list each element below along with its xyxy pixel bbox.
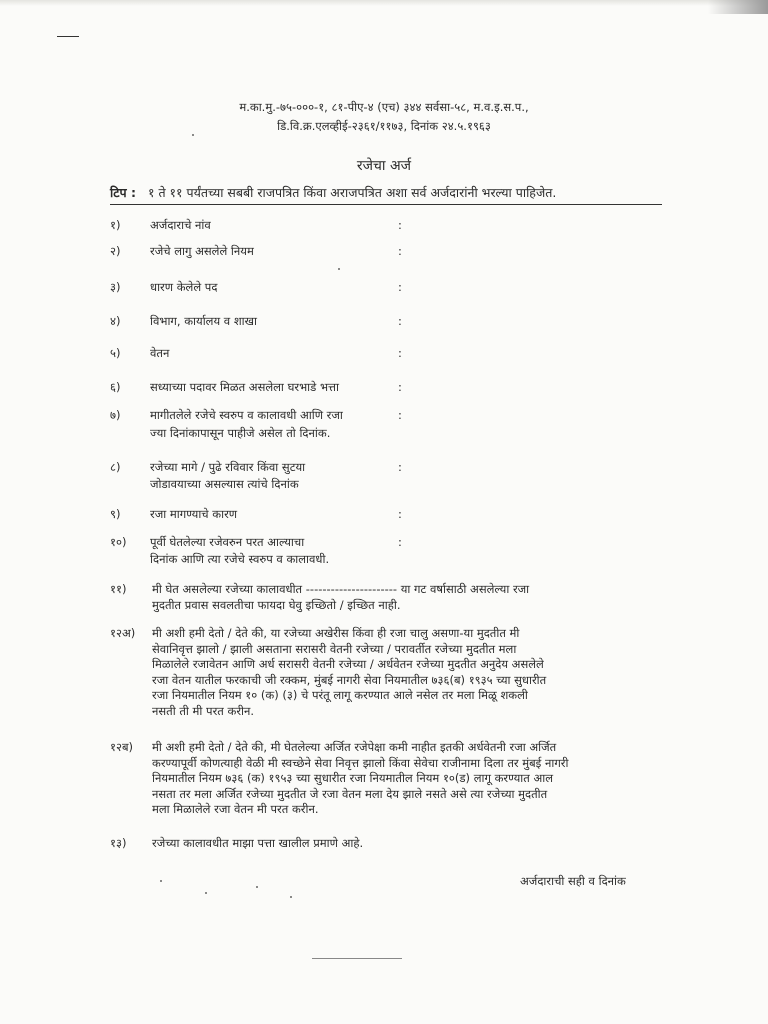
- field-label-line-2: जोडावयाच्या असल्यास त्यांचे दिनांक: [150, 477, 299, 491]
- clause-line: रजा नियमातील नियम १० (क) (३) चे परंतू लागू करण्यात आले नसेल तर मला मिळू शकली: [152, 688, 528, 702]
- clause-number: ११): [110, 582, 127, 596]
- reference-line-2: डि.वि.क्र.एलव्हीई-२३६१/११७३, दिनांक २४.५.१९६३: [277, 119, 491, 133]
- field-colon: :: [398, 346, 402, 360]
- field-number: ६): [110, 380, 121, 394]
- clause-line: मिळालेले रजावेतन आणि अर्ध सरासरी वेतनी रजेच्या / अर्धवेतन रजेच्या मुदतीत अनुदेय असलेले: [152, 657, 544, 671]
- scan-speck: [192, 134, 194, 136]
- clause-line: करण्यापूर्वी कोणत्याही वेळी मी स्वच्छेने सेवा निवृत्त झालो किंवा सेवेचा राजीनामा दिला तर मुंबई नागरी: [152, 755, 569, 770]
- applicant-signature-label: अर्जदाराची सही व दिनांक: [520, 874, 626, 888]
- clause-number: १२ब): [110, 740, 134, 754]
- field-label: सध्याच्या पदावर मिळत असलेला घरभाडे भत्ता: [150, 380, 339, 394]
- field-colon: :: [398, 460, 402, 474]
- field-colon: :: [398, 314, 402, 328]
- field-label: धारण केलेले पद: [150, 280, 218, 294]
- field-label: मागीतलेले रजेचे स्वरुप व कालावधी आणि रजा: [150, 408, 343, 422]
- field-label-line-2: ज्या दिनांकापासून पाहीजे असेल तो दिनांक.: [150, 426, 331, 440]
- field-colon: :: [398, 535, 402, 549]
- field-label: रजेचे लागु असलेले नियम: [150, 244, 254, 258]
- scan-corner-shadow: [708, 0, 768, 14]
- scan-speck: [205, 892, 207, 894]
- field-number: १०): [110, 535, 127, 549]
- clause-line: नियमातील नियम ७३६ (क) १९५३ च्या सुधारीत रजा नियमातील नियम १०(ड) लागू करण्यात आल: [152, 771, 554, 785]
- clause-number: १३): [110, 836, 127, 850]
- note-label: टिप :: [110, 185, 136, 200]
- field-colon: :: [398, 280, 402, 294]
- scan-speck: [338, 268, 340, 270]
- clause-text: [152, 582, 672, 613]
- clause-line: मी अशी हमी देतो / देते की, या रजेच्या अखेरीस किंवा ही रजा चालु असणा-या मुदतीत मी: [152, 626, 520, 640]
- field-number: ५): [110, 346, 121, 360]
- clause-line: नसती ती मी परत करीन.: [152, 703, 255, 718]
- field-label: रजा मागण्याचे कारण: [150, 507, 238, 521]
- clause-line: मला मिळालेले रजा वेतन मी परत करीन.: [152, 802, 319, 816]
- margin-mark: [57, 36, 79, 37]
- clause-line: रजेच्या कालावधीत माझा पत्ता खालील प्रमाणे आहे.: [152, 836, 364, 850]
- clause-line: सेवानिवृत्त झालो / झाली असताना सरासरी वेतनी रजेच्या / परावर्तीत रजेच्या मुदतीत मला: [152, 641, 517, 656]
- clause-text: [152, 836, 672, 852]
- field-label: रजेच्या मागे / पुढे रविवार किंवा सुटया: [150, 460, 306, 474]
- field-colon: :: [398, 380, 402, 394]
- scan-speck: [290, 896, 292, 898]
- field-number: ३): [110, 280, 121, 294]
- field-number: २): [110, 244, 121, 258]
- clause-line: मुदतीत प्रवास सवलतीचा फायदा घेवु इच्छितो / इच्छित नाही.: [152, 597, 401, 612]
- instruction-note: [110, 184, 556, 201]
- field-label: पूर्वी घेतलेल्या रजेवरुन परत आल्याचा: [150, 535, 305, 549]
- bottom-rule: [312, 958, 402, 959]
- scan-speck: [256, 886, 258, 888]
- clause-number: १२अ): [110, 626, 136, 640]
- clause-line: मी घेत असलेल्या रजेच्या कालावधीत ---------------------- या गट वर्षासाठी असलेल्या रजा: [152, 582, 530, 596]
- note-text: १ ते ११ पर्यंतच्या सबबी राजपत्रित किंवा अराजपत्रित अशा सर्व अर्जदारांनी भरल्या पाहिजेत.: [147, 185, 557, 200]
- field-label: वेतन: [150, 346, 170, 360]
- field-colon: :: [398, 507, 402, 521]
- clause-line: नसता तर मला अर्जित रजेच्या मुदतीत जे रजा वेतन मला देय झाले नसते असे त्या रजेच्या मुदतीत: [152, 786, 548, 801]
- clause-line: रजा वेतन यातील फरकाची जी रक्कम, मुंबई नागरी सेवा नियमातील ७३६(ब) १९३५ च्या सुधारीत: [152, 672, 547, 687]
- header-rule: [110, 204, 662, 205]
- field-colon: :: [398, 218, 402, 232]
- field-number: ७): [110, 408, 121, 422]
- field-number: ८): [110, 460, 121, 474]
- field-number: ९): [110, 507, 121, 521]
- field-colon: :: [398, 244, 402, 258]
- scan-top-edge: [0, 0, 768, 6]
- scan-speck: [160, 880, 162, 882]
- field-number: १): [110, 218, 121, 232]
- field-label: विभाग, कार्यालय व शाखा: [150, 314, 258, 328]
- clause-text: [152, 626, 672, 719]
- field-number: ४): [110, 314, 121, 328]
- field-label-line-2: दिनांक आणि त्या रजेचे स्वरुप व कालावधी.: [150, 552, 330, 566]
- clause-line: मी अशी हमी देतो / देते की, मी घेतलेल्या अर्जित रजेपेक्षा कमी नाहीत इतकी अर्धवेतनी रजा अर्जित: [152, 740, 557, 754]
- field-label: अर्जदाराचे नांव: [150, 218, 211, 232]
- reference-line-1: म.का.मु.-७५-०००-१, ८१-पीए-४ (एच) ३४४ सर्वसा-५८, म.व.इ.स.प.,: [239, 100, 529, 114]
- field-colon: :: [398, 408, 402, 422]
- form-title: रजेचा अर्ज: [356, 158, 412, 174]
- clause-text: [152, 740, 672, 818]
